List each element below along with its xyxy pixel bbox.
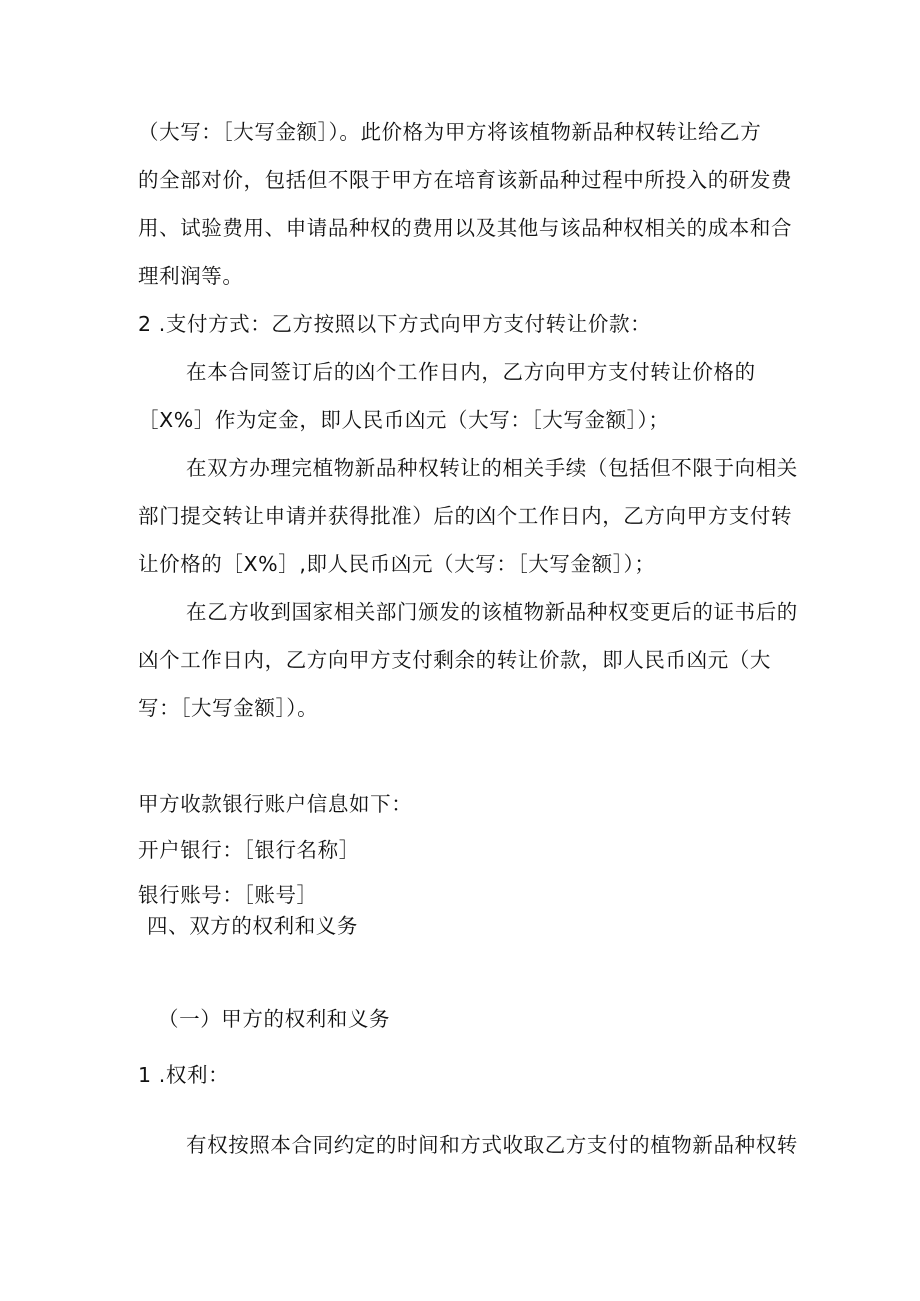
price-paragraph-line-4: 理利润等。 [138,264,244,288]
second-payment-line-2: 部门提交转让申请并获得批准）后的凶个工作日内，乙方向甲方支付转 [138,504,793,528]
party-a-rights-heading: （一）甲方的权利和义务 [158,1007,391,1031]
rights-subheading: 1 .权利： [138,1063,230,1087]
final-payment-line-2: 凶个工作日内，乙方向甲方支付剩余的转让价款，即人民币凶元（大 [138,648,771,672]
price-paragraph-line-3: 用、试验费用、申请品种权的费用以及其他与该品种权相关的成本和合 [138,216,793,240]
second-payment-line-3: 让价格的［X%］,即人民币凶元（大写：［大写金额］）； [138,552,656,576]
deposit-paragraph-line-2: ［X%］作为定金，即人民币凶元（大写：［大写金额］）； [138,408,670,432]
deposit-paragraph-line-1: 在本合同签订后的凶个工作日内，乙方向甲方支付转让价格的 [186,360,756,384]
price-paragraph-line-2: 的全部对价，包括但不限于甲方在培育该新品种过程中所投入的研发费 [138,168,793,192]
rights-paragraph-line-1: 有权按照本合同约定的时间和方式收取乙方支付的植物新品种权转 [186,1133,798,1157]
final-payment-line-3: 写：［大写金额］）。 [138,696,319,720]
payment-method-heading: 2 .支付方式：乙方按照以下方式向甲方支付转让价款： [138,312,652,336]
bank-name-line: 开户银行：［银行名称］ [138,838,360,862]
section-four-heading: 四、双方的权利和义务 [147,914,358,938]
final-payment-line-1: 在乙方收到国家相关部门颁发的该植物新品种权变更后的证书后的 [186,600,798,624]
bank-account-line: 银行账号：［账号］ [138,883,318,907]
price-paragraph-line-1: （大写：［大写金额］）。此价格为甲方将该植物新品种权转让给乙方 [138,120,762,144]
bank-info-intro: 甲方收款银行账户信息如下： [138,792,413,816]
second-payment-line-1: 在双方办理完植物新品种权转让的相关手续（包括但不限于向相关 [186,456,798,480]
